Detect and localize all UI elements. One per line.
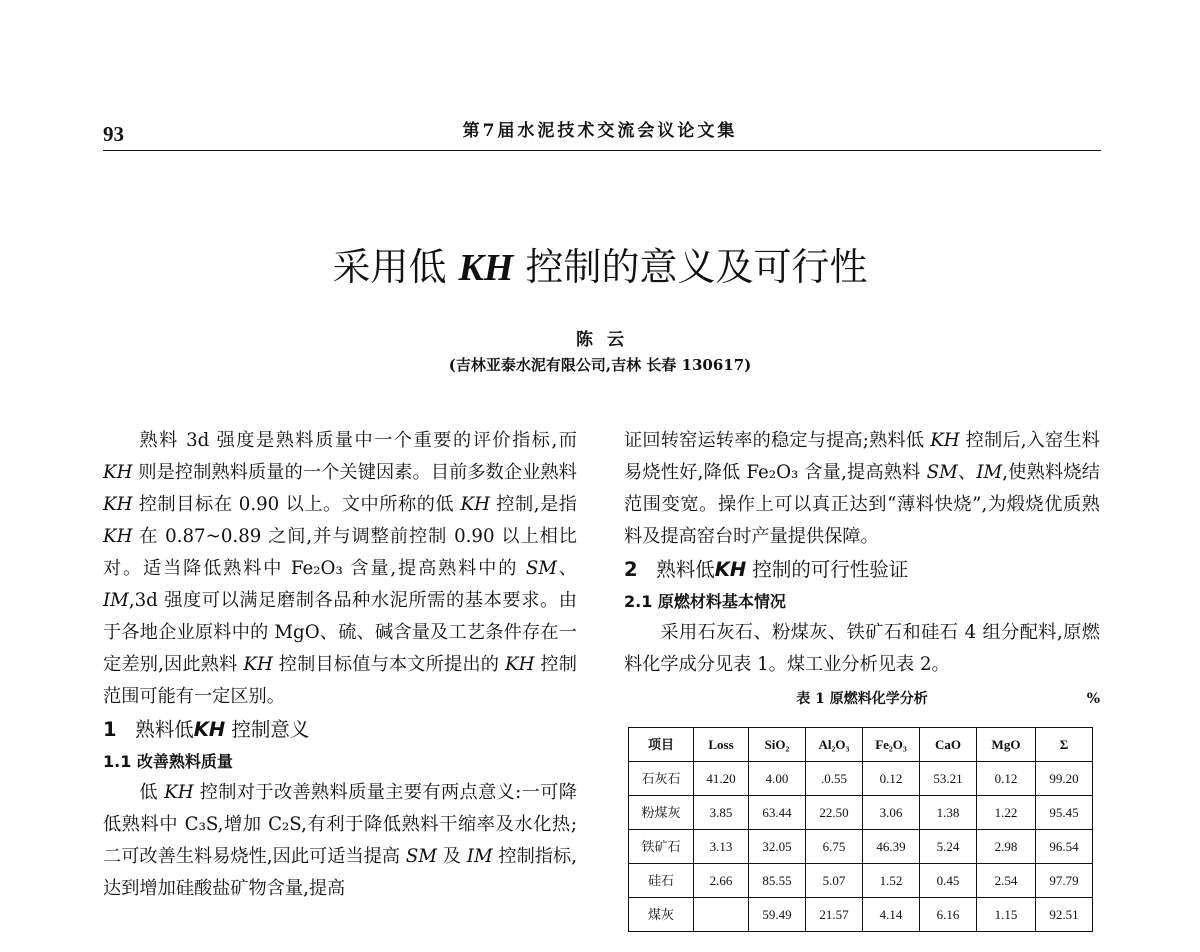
table-cell: 2.66 — [694, 864, 749, 898]
table-cell: 95.45 — [1036, 796, 1093, 830]
header-cell: 项目 — [629, 728, 694, 762]
table-cell: 41.20 — [694, 762, 749, 796]
table-cell: 0.12 — [977, 762, 1036, 796]
table-cell: 85.55 — [749, 864, 806, 898]
table-cell: 63.44 — [749, 796, 806, 830]
header-cell: Σ — [1036, 728, 1093, 762]
title-part-2: 控制的意义及可行性 — [513, 245, 868, 289]
table-cell: 97.79 — [1036, 864, 1093, 898]
table-cell: 粉煤灰 — [629, 796, 694, 830]
table-unit: % — [1086, 691, 1100, 707]
page-number: 93 — [103, 122, 124, 146]
title-kh: KH — [458, 247, 514, 289]
table-cell: 4.14 — [863, 898, 920, 932]
header-cell: MgO — [977, 728, 1036, 762]
table-cell: .0.55 — [806, 762, 863, 796]
subsection-heading-2-1: 2.1 原燃材料基本情况 — [624, 592, 786, 611]
chemical-analysis-table — [628, 727, 1093, 932]
continued-paragraph: 证回转窑运转率的稳定与提高;熟料低 KH 控制后,入窑生料易烧性好,降低 Fe₂O₃ 含量,提高熟料 SM、IM,使熟料烧结范围变宽。操作上可以真正达到“薄料快烧”,为煅烧优质熟料及提高窑台时产量提供保障。 — [624, 430, 1100, 547]
table-cell: 22.50 — [806, 796, 863, 830]
table-cell: 92.51 — [1036, 898, 1093, 932]
header-cell: SiO₂ — [749, 728, 806, 762]
header-cell: Fe₂O₃ — [863, 728, 920, 762]
table-cell: 0.45 — [920, 864, 977, 898]
table-row — [629, 898, 1093, 932]
right-column — [624, 425, 1100, 932]
table-cell: 46.39 — [863, 830, 920, 864]
table-cell: 2.98 — [977, 830, 1036, 864]
header-cell: Al₂O₃ — [806, 728, 863, 762]
table-header-row — [629, 728, 1093, 762]
table-caption: 表 1 原燃料化学分析 % — [624, 687, 1100, 711]
table-row — [629, 762, 1093, 796]
header-cell: CaO — [920, 728, 977, 762]
section-2-1-paragraph: 采用石灰石、粉煤灰、铁矿石和硅石 4 组分配料,原燃料化学成分见表 1。煤工业分析见表 2。 — [624, 622, 1100, 675]
header-rule — [103, 150, 1101, 151]
table-cell: 1.22 — [977, 796, 1036, 830]
table-cell: 5.07 — [806, 864, 863, 898]
table-cell: 4.00 — [749, 762, 806, 796]
table-cell: 6.16 — [920, 898, 977, 932]
table-cell: 99.20 — [1036, 762, 1093, 796]
table-cell: 铁矿石 — [629, 830, 694, 864]
section-heading-1: 1 熟料低KH 控制意义 — [103, 718, 310, 741]
table-cell: 煤灰 — [629, 898, 694, 932]
table-cell: 59.49 — [749, 898, 806, 932]
table-row — [629, 830, 1093, 864]
table-cell — [694, 898, 749, 932]
article-title — [0, 236, 1200, 291]
table-cell: 硅石 — [629, 864, 694, 898]
table-cell: 1.38 — [920, 796, 977, 830]
table-cell: 1.52 — [863, 864, 920, 898]
subsection-heading-1-1: 1.1 改善熟料质量 — [103, 752, 233, 771]
table-cell: 3.13 — [694, 830, 749, 864]
left-column — [103, 425, 577, 905]
table-cell: 5.24 — [920, 830, 977, 864]
section-heading-2: 2 熟料低KH 控制的可行性验证 — [624, 558, 909, 581]
author: 陈云 — [576, 330, 638, 350]
running-head: 第7届水泥技术交流会议论文集 — [462, 121, 738, 141]
table-cell: 石灰石 — [629, 762, 694, 796]
section-1-1-paragraph: 低 KH 控制对于改善熟料质量主要有两点意义:一可降低熟料中 C₃S,增加 C₂S,有利于降低熟料干缩率及水化热;二可改善生料易烧性,因此可适当提高 SM 及 IM 控制指标,达到增加硅酸盐矿物含量,提高 — [103, 782, 577, 899]
table-cell: 21.57 — [806, 898, 863, 932]
table-cell: 1.15 — [977, 898, 1036, 932]
table-cell: 3.85 — [694, 796, 749, 830]
table-cell: 53.21 — [920, 762, 977, 796]
table-cell: 0.12 — [863, 762, 920, 796]
affiliation: (吉林亚泰水泥有限公司,吉林 长春 130617) — [448, 356, 752, 374]
table-cell: 96.54 — [1036, 830, 1093, 864]
table-cell: 6.75 — [806, 830, 863, 864]
title-part-1: 采用低 — [332, 245, 459, 289]
intro-paragraph: 熟料 3d 强度是熟料质量中一个重要的评价指标,而 KH 则是控制熟料质量的一个关键因素。目前多数企业熟料 KH 控制目标在 0.90 以上。文中所称的低 KH 控制,是指 KH 在 0.87~0.89 之间,并与调整前控制 0.90 以上相比对。适当降低熟料中 Fe₂O₃ 含量,提高熟料中的 SM、IM,3d 强度可以满足磨制各品种水泥所需的基本要求。由于各地企业原料中的 MgO、硫、碱含量及工艺条件存在一定差别,因此熟料 KH 控制目标值与本文所提出的 KH 控制范围可能有一定区别。 — [103, 430, 577, 707]
table-row — [629, 864, 1093, 898]
table-row — [629, 796, 1093, 830]
table-cell: 3.06 — [863, 796, 920, 830]
table-cell: 32.05 — [749, 830, 806, 864]
header-cell: Loss — [694, 728, 749, 762]
table-cell: 2.54 — [977, 864, 1036, 898]
